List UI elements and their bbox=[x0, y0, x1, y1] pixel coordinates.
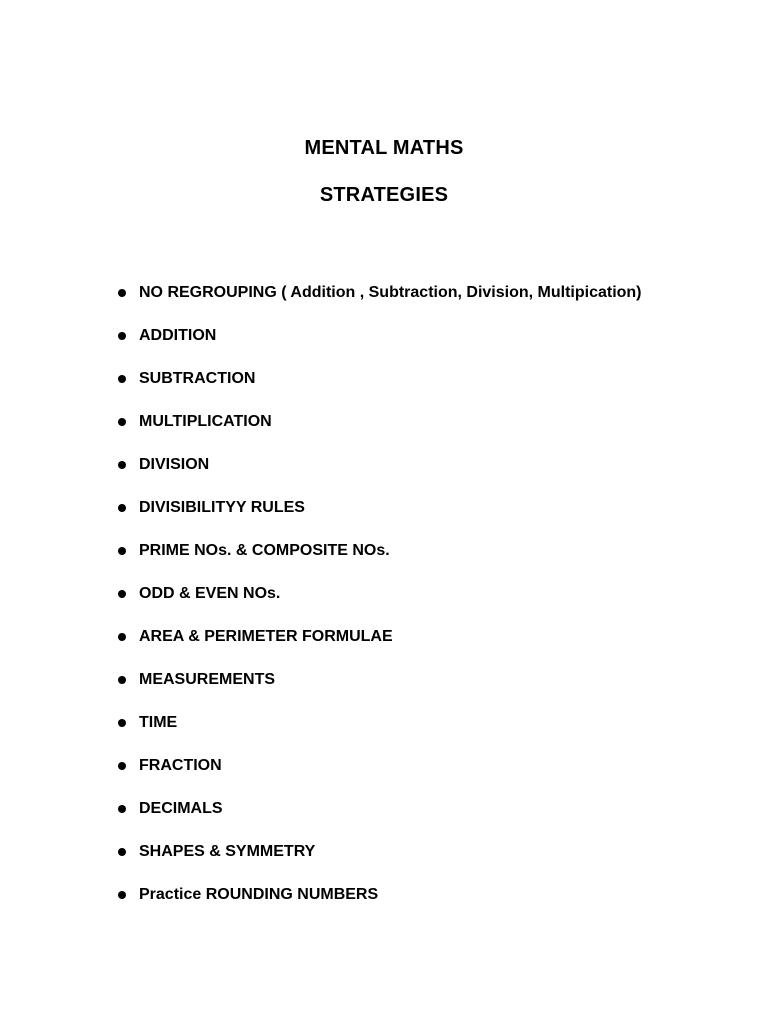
bullet-icon bbox=[118, 375, 126, 383]
bullet-icon bbox=[118, 848, 126, 856]
list-item-text: TIME bbox=[139, 714, 178, 731]
list-item-text: MULTIPLICATION bbox=[139, 413, 272, 430]
bullet-icon bbox=[118, 762, 126, 770]
bullet-icon bbox=[118, 676, 126, 684]
list-item-text: SHAPES & SYMMETRY bbox=[139, 843, 316, 860]
bullet-icon bbox=[118, 289, 126, 297]
list-item-text: Practice ROUNDING NUMBERS bbox=[139, 886, 379, 903]
bullet-icon bbox=[118, 891, 126, 899]
bullet-icon bbox=[118, 547, 126, 555]
page-subtitle: STRATEGIES bbox=[319, 184, 449, 206]
list-item-text: DIVISION bbox=[139, 456, 210, 473]
bullet-icon bbox=[118, 332, 126, 340]
list-item-text: FRACTION bbox=[139, 757, 222, 774]
list-item-text: NO REGROUPING ( Addition , Subtraction, Division, Multipication) bbox=[139, 284, 642, 301]
page-title: MENTAL MATHS bbox=[304, 137, 464, 159]
bullet-icon bbox=[118, 590, 126, 598]
list-item-text: MEASUREMENTS bbox=[139, 671, 276, 688]
bullet-icon bbox=[118, 633, 126, 641]
list-item-text: PRIME NOs. & COMPOSITE NOs. bbox=[139, 542, 390, 559]
list-item-text: DECIMALS bbox=[139, 800, 223, 817]
bullet-icon bbox=[118, 719, 126, 727]
list-item-text: DIVISIBILITYY RULES bbox=[139, 499, 305, 516]
bullet-icon bbox=[118, 418, 126, 426]
list-item-text: ADDITION bbox=[139, 327, 217, 344]
bullet-icon bbox=[118, 461, 126, 469]
list-item-text: SUBTRACTION bbox=[139, 370, 256, 387]
list-item-text: ODD & EVEN NOs. bbox=[139, 585, 281, 602]
bullet-icon bbox=[118, 504, 126, 512]
list-item-text: AREA & PERIMETER FORMULAE bbox=[139, 628, 393, 645]
bullet-icon bbox=[118, 805, 126, 813]
